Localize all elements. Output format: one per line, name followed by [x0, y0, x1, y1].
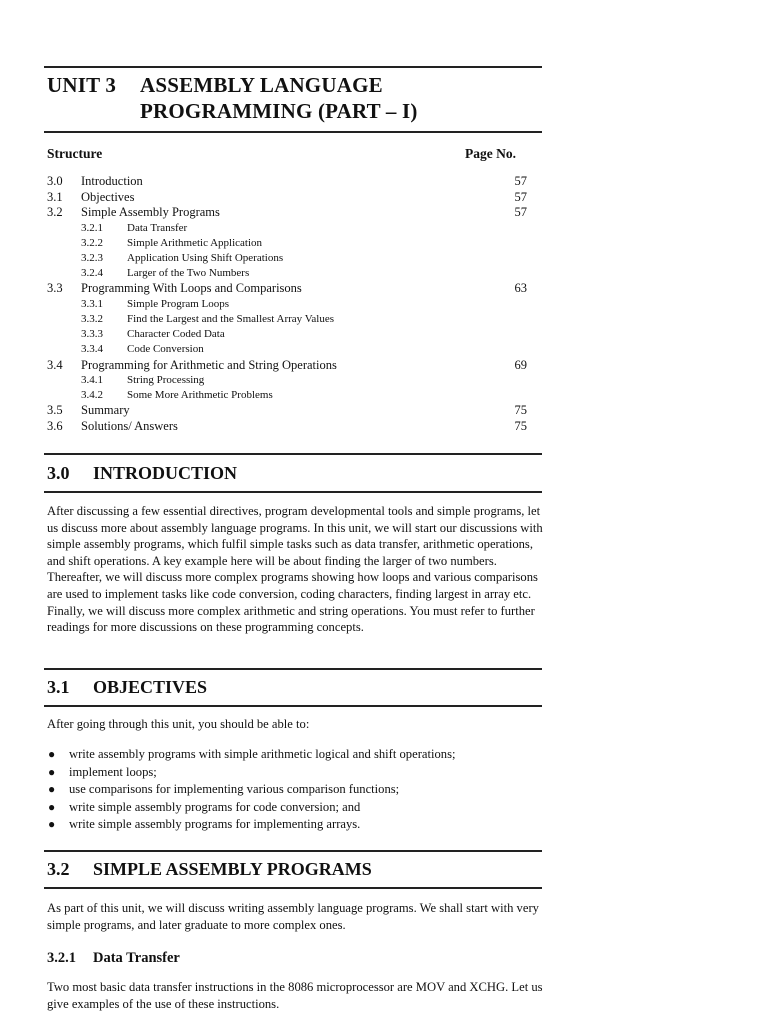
objective-text: implement loops;	[69, 764, 157, 779]
unit-label: UNIT 3	[47, 73, 117, 97]
toc-entry	[47, 403, 527, 419]
toc-entry-title: Code Conversion	[127, 343, 204, 356]
toc-entry	[47, 236, 527, 251]
toc-entry-title: Solutions/ Answers	[81, 418, 178, 433]
objectives-bottom-rule	[44, 705, 542, 707]
toc-entry-number: 3.3.4	[81, 343, 103, 356]
toc-entry	[47, 419, 527, 435]
structure-heading: Structure	[47, 146, 103, 161]
section-title: SIMPLE ASSEMBLY PROGRAMS	[93, 859, 372, 879]
toc-entry-title: Some More Arithmetic Problems	[127, 389, 273, 402]
toc-entry-title: Objectives	[81, 189, 135, 204]
objective-item	[47, 746, 545, 764]
toc-entry-title: Simple Arithmetic Application	[127, 236, 263, 249]
intro-bottom-rule	[44, 491, 542, 493]
data-transfer-paragraph: Two most basic data transfer instructions in the 8086 microprocessor are MOV and XCHG. Let us give examples of the use of these instructions.	[47, 980, 543, 1011]
toc-entry-number: 3.3.2	[81, 312, 103, 325]
toc-entry-title: Programming for Arithmetic and String Operations	[81, 357, 337, 372]
toc-entry-number: 3.2	[47, 205, 63, 219]
toc-entry-title: Character Coded Data	[127, 328, 225, 341]
toc-entry-title: Simple Assembly Programs	[81, 205, 220, 219]
toc-entry-number: 3.2.3	[81, 251, 103, 264]
objective-item	[47, 781, 545, 799]
toc-entry	[47, 327, 527, 342]
section-title: OBJECTIVES	[93, 677, 208, 697]
subsection-title: Data Transfer	[93, 950, 180, 966]
objective-item	[47, 764, 545, 782]
toc-entry-number: 3.1	[47, 189, 63, 204]
toc-entry-title: Larger of the Two Numbers	[127, 267, 250, 280]
top-rule	[44, 66, 542, 68]
toc-entry-number: 3.4.1	[81, 374, 103, 386]
toc-entry-title: Data Transfer	[127, 221, 188, 234]
bullet-icon: ●	[48, 782, 56, 796]
objective-text: write simple assembly programs for implementing arrays.	[69, 817, 361, 831]
toc-entry	[47, 221, 527, 236]
toc-entry	[47, 312, 527, 327]
section-title: INTRODUCTION	[93, 463, 238, 483]
introduction-paragraph: After discussing a few essential directives, program developmental tools and simple programs, let us discuss more about assembly language programs. In this unit, we will start our discussions with simple assembly programs, which fulfil simple tasks such as data transfer, arithmetic operations, and shift operations. A key example here will be about finding the larger of two numbers. Thereafter, we will discuss more complex programs showing how loops and various comparisons are used to implement tasks like code conversion, coding characters, finding largest in array etc. Finally, we will discuss more complex arithmetic and string operations. You must refer to further readings for more discussions on these programming concepts.	[47, 504, 543, 635]
introduction-heading	[47, 462, 237, 484]
toc-entry	[47, 251, 527, 266]
toc-entry-number: 3.3.1	[81, 297, 103, 310]
toc-entry	[47, 297, 527, 312]
data-transfer-heading	[47, 950, 180, 967]
simple-programs-paragraph: As part of this unit, we will discuss writing assembly language programs. We shall start with very simple programs, and later graduate to more complex ones.	[47, 901, 539, 932]
toc-entry-number: 3.0	[47, 174, 63, 188]
toc-entry-page: 75	[514, 403, 527, 418]
toc-entry-number: 3.2.4	[81, 267, 103, 280]
toc-entry	[47, 266, 527, 281]
objective-item	[47, 799, 545, 817]
table-of-contents	[47, 174, 527, 434]
objective-text: write assembly programs with simple arithmetic logical and shift operations;	[69, 747, 456, 761]
toc-entry-page: 57	[514, 205, 527, 219]
bullet-icon: ●	[48, 817, 56, 831]
simple-programs-bottom-rule	[44, 887, 542, 889]
toc-entry-title: Find the Largest and the Smallest Array Values	[127, 312, 335, 325]
simple-programs-heading	[47, 858, 372, 880]
toc-entry	[47, 205, 527, 221]
toc-entry-title: Summary	[81, 403, 130, 418]
toc-entry-number: 3.3.3	[81, 328, 103, 341]
toc-entry	[47, 190, 527, 206]
toc-entry-title: Introduction	[81, 174, 143, 188]
section-number: 3.1	[47, 677, 70, 697]
unit-title-line1: ASSEMBLY LANGUAGE	[140, 73, 383, 97]
toc-entry-number: 3.5	[47, 403, 63, 418]
toc-entry-title: Programming With Loops and Comparisons	[81, 281, 302, 296]
subsection-number: 3.2.1	[47, 950, 76, 966]
unit-title-line2: PROGRAMMING (PART – I)	[140, 99, 418, 123]
toc-entry-page: 63	[514, 281, 527, 296]
objectives-list	[47, 746, 545, 834]
toc-entry-title: Simple Program Loops	[127, 297, 230, 310]
unit-title	[47, 72, 418, 124]
bullet-icon: ●	[48, 747, 56, 761]
bullet-icon: ●	[48, 799, 56, 814]
toc-entry-title: Application Using Shift Operations	[127, 251, 284, 264]
toc-entry-page: 69	[514, 357, 527, 372]
toc-entry	[47, 373, 527, 388]
objectives-top-rule	[44, 668, 542, 670]
objectives-lead: After going through this unit, you should be able to:	[47, 717, 310, 731]
page-no-heading: Page No.	[465, 146, 516, 161]
simple-programs-top-rule	[44, 850, 542, 852]
toc-entry-number: 3.2.2	[81, 236, 103, 249]
toc-entry-number: 3.4.2	[81, 389, 103, 402]
objectives-heading	[47, 676, 207, 698]
section-number: 3.0	[47, 463, 70, 483]
toc-entry-title: String Processing	[127, 374, 205, 386]
toc-entry	[47, 174, 527, 190]
objective-item	[47, 816, 545, 834]
toc-entry	[47, 342, 527, 357]
toc-entry-number: 3.2.1	[81, 221, 103, 234]
toc-entry	[47, 358, 527, 374]
toc-entry	[47, 281, 527, 297]
title-bottom-rule	[44, 131, 542, 133]
toc-entry-page: 57	[514, 174, 527, 188]
section-number: 3.2	[47, 859, 70, 879]
bullet-icon: ●	[48, 764, 56, 779]
toc-entry-number: 3.4	[47, 357, 63, 372]
toc-entry	[47, 388, 527, 403]
objective-text: use comparisons for implementing various comparison functions;	[69, 782, 400, 796]
toc-entry-number: 3.3	[47, 281, 63, 296]
toc-entry-number: 3.6	[47, 418, 63, 433]
toc-entry-page: 75	[514, 418, 527, 433]
objective-text: write simple assembly programs for code conversion; and	[69, 799, 361, 814]
intro-top-rule	[44, 453, 542, 455]
toc-entry-page: 57	[514, 189, 527, 204]
